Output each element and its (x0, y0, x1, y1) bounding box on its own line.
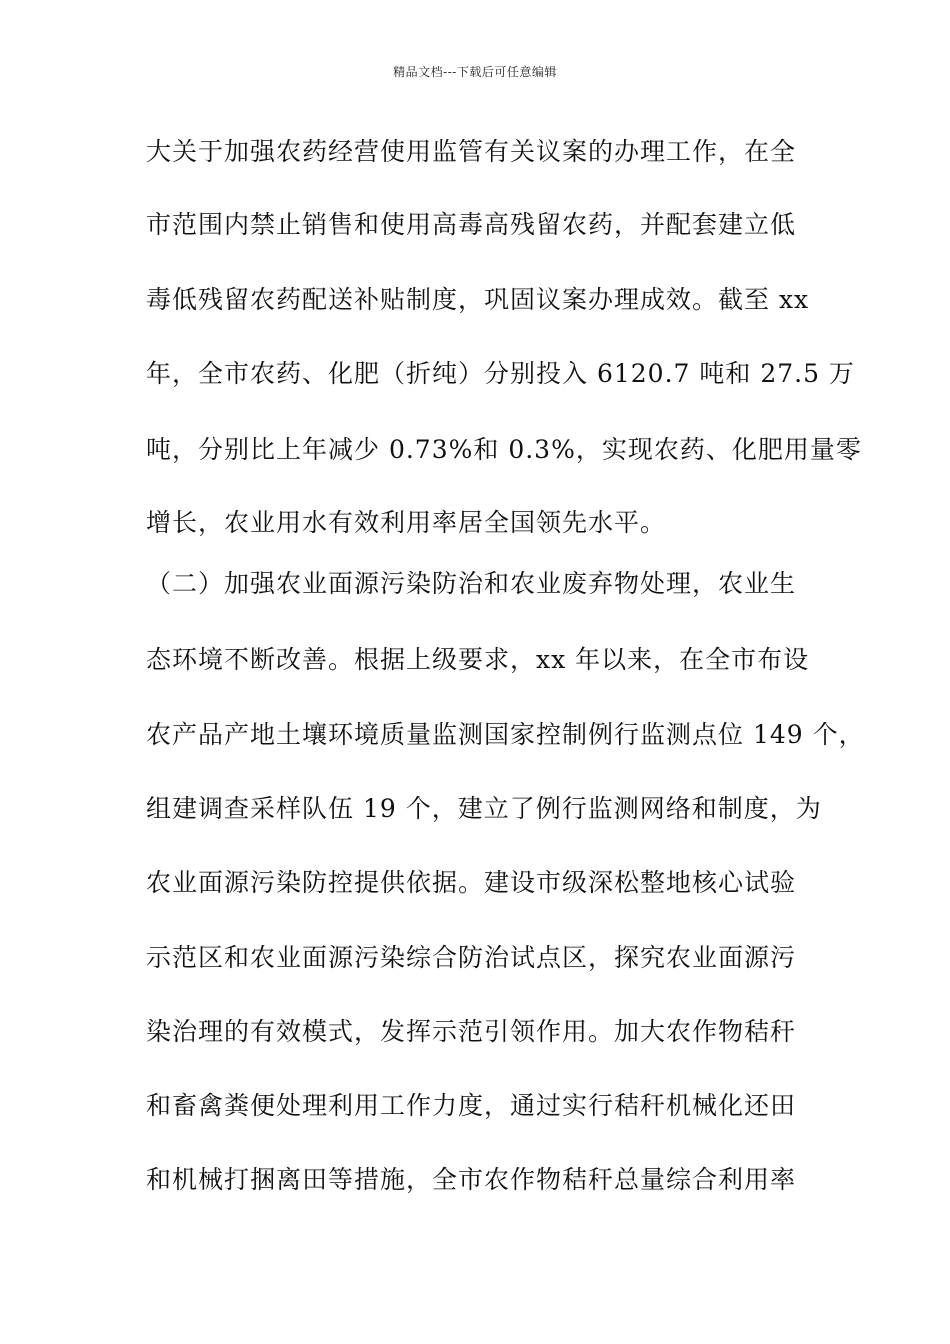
body-line: 增长，农业用水有效利用率居全国领先水平。 (146, 508, 667, 537)
body-line: 和畜禽粪便处理利用工作力度，通过实行秸秆机械化还田 (146, 1091, 797, 1120)
body-line: 农产品产地土壤环境质量监测国家控制例行监测点位 149 个， (146, 720, 865, 749)
body-line: 毒低残留农药配送补贴制度，巩固议案办理成效。截至 xx (146, 285, 810, 314)
body-line: 示范区和农业面源污染综合防治试点区，探究农业面源污 (146, 943, 797, 972)
body-line: 吨，分别比上年减少 0.73%和 0.3%，实现农药、化肥用量零 (146, 435, 862, 464)
body-line: 染治理的有效模式，发挥示范引领作用。加大农作物秸秆 (146, 1017, 797, 1046)
page-header: 精品文档---下载后可任意编辑 (393, 65, 557, 79)
body-line: 年，全市农药、化肥（折纯）分别投入 6120.7 吨和 27.5 万 (146, 359, 855, 388)
body-line: 市范围内禁止销售和使用高毒高残留农药，并配套建立低 (146, 210, 797, 239)
body-line: 大关于加强农药经营使用监管有关议案的办理工作，在全 (146, 137, 797, 166)
section-heading-line: （二）加强农业面源污染防治和农业废弃物处理，农业生 (146, 569, 797, 598)
body-line: 组建调查采样队伍 19 个，建立了例行监测网络和制度，为 (146, 794, 822, 823)
body-line: 农业面源污染防控提供依据。建设市级深松整地核心试验 (146, 868, 797, 897)
body-line: 和机械打捆离田等措施，全市农作物秸秆总量综合利用率 (146, 1165, 797, 1194)
body-line: 态环境不断改善。根据上级要求，xx 年以来，在全市布设 (146, 645, 810, 674)
